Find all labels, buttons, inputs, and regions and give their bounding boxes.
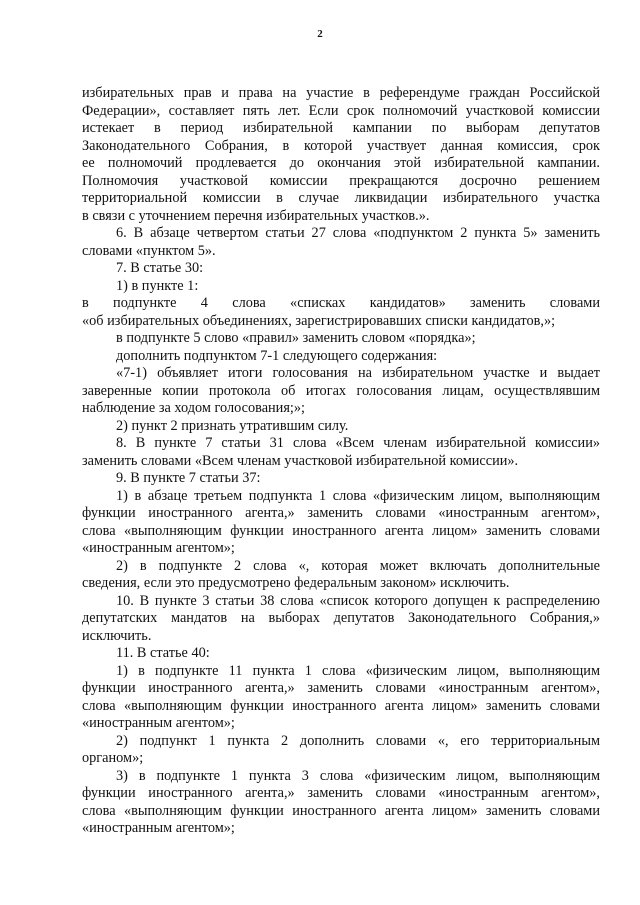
text-line: Законодательного Собрания, в которой участвует данная комиссия, срок: [82, 137, 600, 154]
text-line: избирательных прав и права на участие в референдуме граждан Российской: [82, 85, 600, 101]
text-line: в подпункте 5 слово «правил» заменить словом «порядка»;: [116, 330, 476, 346]
text-line: 11. В статье 40:: [116, 645, 210, 661]
text-line: функции иностранного агента,» заменить словами «иностранным агентом»,: [82, 680, 600, 696]
text-line: сведения, если это предусмотрено федеральным законом» исключить.: [82, 575, 510, 591]
text-line: 6. В абзаце четвертом статьи 27 слова «подпунктом 2 пункта 5» заменить: [116, 225, 600, 241]
text-line: 9. В пункте 7 статьи 37:: [116, 470, 261, 486]
text-line: 3) в подпункте 1 пункта 3 слова «физическим лицом, выполняющим: [116, 767, 600, 784]
text-line: функции иностранного агента,» заменить словами «иностранным агентом»,: [82, 785, 600, 801]
text-line: в связи с уточнением перечня избирательных участков.».: [82, 207, 430, 224]
text-line: Полномочия участковой комиссии прекращаются досрочно решением: [82, 172, 600, 189]
text-line: «об избирательных объединениях, зарегистрировавших списки кандидатов,»;: [82, 312, 556, 329]
document-body: [82, 85, 600, 838]
text-line: депутатских мандатов на выборах депутатов Законодательного Собрания,»: [82, 610, 600, 626]
text-line: слова «выполняющим функции иностранного агента лицом» заменить словами: [82, 697, 600, 714]
text-line: 10. В пункте 3 статьи 38 слова «список которого допущен к распределению: [116, 592, 600, 609]
text-line: органом»;: [82, 750, 144, 766]
text-line: 8. В пункте 7 статьи 31 слова «Всем членам избирательной комиссии»: [116, 435, 600, 451]
text-line: 2) подпункт 1 пункта 2 дополнить словами «, его территориальным: [116, 732, 600, 749]
text-line: дополнить подпунктом 7-1 следующего содержания:: [116, 347, 438, 364]
text-line: слова «выполняющим функции иностранного агента лицом» заменить словами: [82, 522, 600, 539]
text-line: истекает в период избирательной кампании по выборам депутатов: [82, 120, 600, 136]
text-line: «иностранным агентом»;: [82, 715, 235, 731]
text-line: в подпункте 4 слова «списках кандидатов» заменить словами: [82, 295, 600, 311]
text-line: 1) в абзаце третьем подпункта 1 слова «физическим лицом, выполняющим: [116, 487, 600, 504]
text-line: заменить словами «Всем членам участковой избирательной комиссии».: [82, 452, 519, 469]
text-line: 1) в подпункте 11 пункта 1 слова «физическим лицом, выполняющим: [116, 662, 600, 679]
text-line: территориальной комиссии в случае ликвидации избирательного участка: [82, 190, 600, 206]
text-line: «иностранным агентом»;: [82, 540, 235, 556]
text-line: заверенные копии протокола об итогах голосования лицам, осуществлявшим: [82, 382, 600, 399]
text-line: словами «пунктом 5».: [82, 242, 216, 259]
text-line: 7. В статье 30:: [116, 260, 204, 276]
text-line: «иностранным агентом»;: [82, 820, 235, 836]
text-line: 2) в подпункте 2 слова «, которая может включать дополнительные: [116, 557, 600, 574]
text-line: Федерации», составляет пять лет. Если срок полномочий участковой комиссии: [82, 102, 600, 119]
text-line: «7-1) объявляет итоги голосования на избирательном участке и выдает: [116, 365, 600, 381]
text-line: 2) пункт 2 признать утратившим силу.: [116, 417, 349, 434]
text-line: функции иностранного агента,» заменить словами «иностранным агентом»,: [82, 505, 600, 521]
text-line: исключить.: [82, 627, 152, 644]
text-line: ее полномочий продлевается до окончания этой избирательной кампании.: [82, 155, 600, 171]
text-line: наблюдение за ходом голосования;»;: [82, 400, 306, 416]
text-line: слова «выполняющим функции иностранного агента лицом» заменить словами: [82, 802, 600, 819]
text-line: 1) в пункте 1:: [116, 277, 199, 294]
page-number: 2: [317, 28, 323, 40]
